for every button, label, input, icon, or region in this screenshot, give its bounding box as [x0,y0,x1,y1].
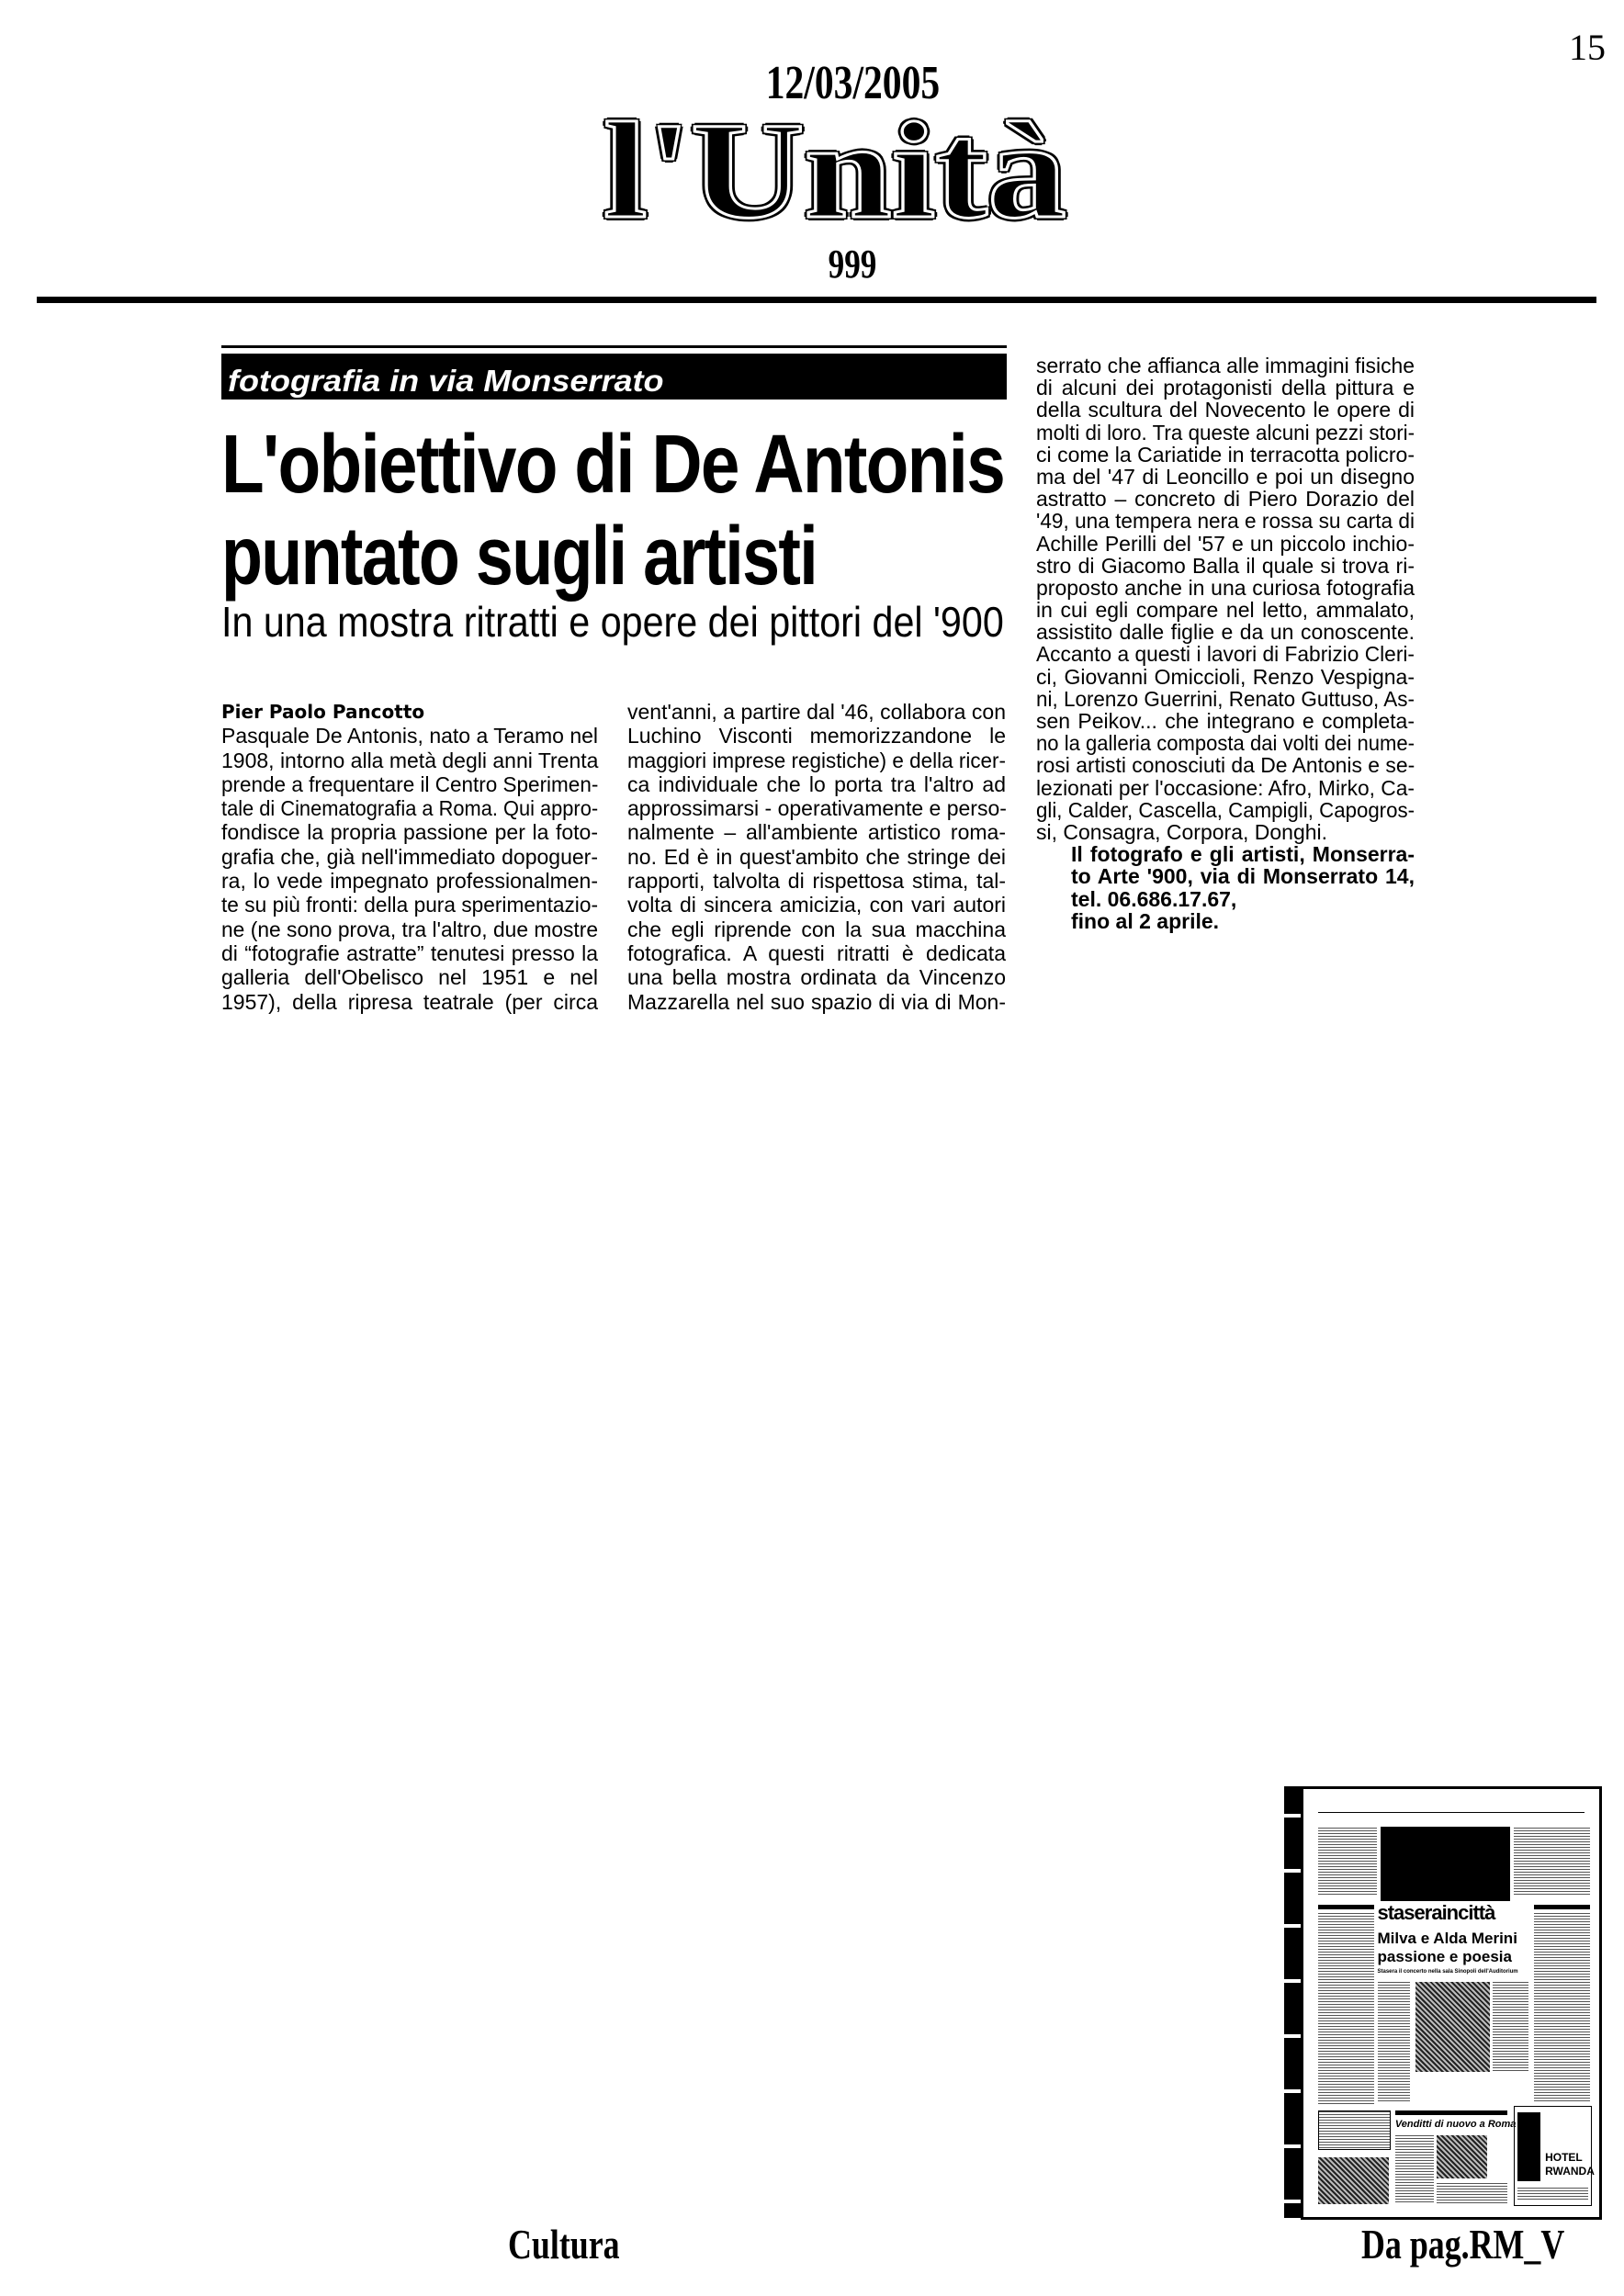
thumb-top-rule [1318,1812,1585,1813]
source-page-thumbnail [1301,1786,1602,2220]
body-text-line: si, Consagra, Corpora, Donghi. [1036,819,1328,844]
body-text-line: Mazzarella nel suo spazio di via di Mon- [627,989,1006,1014]
body-text-line: fotografica. A questi ritratti è dedicata [627,940,1006,965]
body-text-line: '49, una tempera nera e rossa su carta di [1036,509,1415,534]
body-text-line: Luchino Visconti memorizzandone le [627,724,1006,748]
date-text: 12/03/2005 [765,57,940,109]
body-text-line: ne (ne sono prova, tra l'altro, due mostre [221,917,598,941]
thumb-photo-left [1318,2157,1389,2204]
body-text-line: assistito dalle figlie e da un conoscente. [1036,620,1415,645]
thumb-photo-venditti [1437,2135,1487,2178]
thumb-article-right [1514,1828,1591,1896]
thumb-text-b [1493,1982,1528,2072]
body-text-line: 1957), della ripresa teatrale (per circa [221,989,598,1014]
body-text-line: ci come la Cariatide in terracotta policro- [1036,442,1415,467]
body-text-line: Achille Perilli del '57 e un piccolo inchio- [1036,531,1415,556]
exhibition-info-line: fino al 2 aprile. [1071,908,1220,933]
body-text-line: una bella mostra ordinata da Vincenzo [627,965,1006,990]
body-text-line: te su più fronti: della pura sperimentazio- [221,893,598,917]
article-kicker: fotografia in via Monserrato [228,364,664,398]
body-text-line: rosi artisti conosciuti da De Antonis e se- [1036,753,1415,778]
section-text: Cultura [508,2221,620,2268]
header-divider [37,297,1596,303]
body-text-line: rapporti, talvolta di rispettosa stima, tal- [627,869,1006,894]
body-text-line: prende a frequentare il Centro Sperimen- [221,771,599,796]
thumb-left-bar [1318,1905,1374,1910]
body-text-line: maggiori imprese registiche) e della ricer- [627,748,1006,772]
headline-line-1: L'obiettivo di De Antonis [221,419,1005,511]
byline: Pier Paolo Pancotto [221,701,425,723]
thumb-left-listings [1318,1913,1374,2106]
thumb-text-a [1378,1982,1410,2101]
body-text-line: no. Ed è in quest'ambito che stringe dei [627,844,1006,869]
thumb-second-headline: Venditti di nuovo a Roma [1394,2118,1517,2130]
body-text-line: ra, lo vede impegnato professionalmen- [221,869,598,894]
thumb-text-c [1395,2135,1434,2204]
body-text-line: tale di Cinematografia a Roma. Qui appro- [221,796,599,821]
body-text-line: Accanto a questi i lavori di Fabrizio Cleri- [1036,642,1415,667]
body-text-line: gli, Calder, Cascella, Campigli, Capogros- [1036,797,1415,822]
body-text-line: che egli riprende con la sua macchina [627,917,1006,941]
body-text-line: astratto – concreto di Piero Dorazio del [1036,487,1415,512]
thumb-ad-title-1: HOTEL [1545,2151,1583,2165]
body-text-line: lezionati per l'occasione: Afro, Mirko, Ca- [1036,775,1415,800]
newspaper-logo [603,95,1066,247]
headline-line-2: puntato sugli artisti [221,511,818,602]
body-text-line: grafia che, già nell'immediato dopoguer- [221,844,598,869]
section-label [508,2223,651,2267]
thumb-ad [1514,2106,1593,2206]
thumbnail-page-edge [1284,1786,1301,2218]
exhibition-info-line: to Arte '900, via di Monserrato 14, [1071,864,1415,889]
source-text: Da pag.RM_V [1361,2221,1565,2268]
body-text-line: 1908, intorno alla metà degli anni Trenta [221,748,599,772]
body-text-line: ci, Giovanni Omiccioli, Renzo Vespigna- [1036,664,1415,689]
body-text-line: volta di sincera amicizia, con vari autori [627,893,1006,917]
body-text-line: ma del '47 di Leoncillo e poi un disegno [1036,464,1415,489]
body-text-line: fondisce la propria passione per la foto- [221,820,598,845]
body-text-line: no la galleria composta dai volti dei nume- [1036,731,1415,756]
body-text-line: galleria dell'Obelisco nel 1951 e nel [221,965,598,990]
thumb-text-d [1437,2183,1507,2204]
source-page-label [1361,2223,1622,2267]
body-text-line: vent'anni, a partire dal '46, collabora con [627,700,1006,724]
article-column-1 [221,700,598,1014]
exhibition-info-line: Il fotografo e gli artisti, Monserra- [1071,842,1415,867]
edition-text: 999 [828,242,877,287]
body-text-line: sen Peikov... che integrano e completa- [1036,709,1415,733]
thumb-ad-credits [1517,2188,1588,2201]
thumb-article-left [1318,1828,1377,1896]
body-text-line: serrato che affianca alle immagini fisiche [1036,354,1415,377]
thumb-headline-2: passione e poesia [1377,1948,1512,1966]
body-text-line: di alcuni dei protagonisti della pittura e [1036,376,1415,400]
body-text-line: di “fotografie astratte” tenutesi presso la [221,940,598,965]
body-text-line: approssimarsi - operativamente e perso- [627,796,1007,821]
thumb-subhead: Stasera il concerto nella sala Sinopoli dell'Auditorium [1377,1968,1518,1975]
edition-number [643,244,1062,285]
thumb-headline-1: Milva e Alda Merini [1377,1929,1517,1947]
thumb-section-title: staseraincittà [1377,1901,1495,1925]
logo-text: l'Unità [603,95,1066,247]
thumb-box-left [1318,2110,1391,2151]
article-column-2 [627,700,1006,1014]
exhibition-info-line: tel. 06.686.17.67, [1071,886,1237,911]
thumb-right-listings [1534,1913,1590,2101]
body-text-line: stro di Giacomo Balla il quale si trova ri- [1036,553,1415,578]
page-number: 15 [1569,27,1606,68]
body-text-line: ni, Lorenzo Guerrini, Renato Guttuso, As- [1036,686,1415,711]
thumb-photo-main [1415,1982,1490,2072]
body-text-line: in cui egli compare nel letto, ammalato, [1036,598,1415,623]
body-text-line: ca individuale che lo porta tra l'altro ad [627,771,1006,796]
body-text-line: nalmente – all'ambiente artistico roma- [627,820,1006,845]
thumb-ad-title-2: RWANDA [1545,2165,1595,2178]
thumb-bottom-bar [1395,2110,1507,2116]
article-subhead: In una mostra ritratti e opere dei pittori del '900 [221,598,1004,646]
thumb-black-block [1381,1827,1511,1901]
body-text-line: della scultura del Novecento le opere di [1036,398,1415,422]
body-text-line: proposto anche in una curiosa fotografia [1036,575,1415,600]
article-column-3 [1036,355,1415,932]
thumb-ad-image [1517,2112,1540,2181]
body-text-line: molti di loro. Tra queste alcuni pezzi stori- [1036,420,1415,445]
thumb-right-bar [1534,1905,1590,1910]
body-text-line: Pasquale De Antonis, nato a Teramo nel [221,724,599,748]
kicker-rule [221,345,1007,348]
